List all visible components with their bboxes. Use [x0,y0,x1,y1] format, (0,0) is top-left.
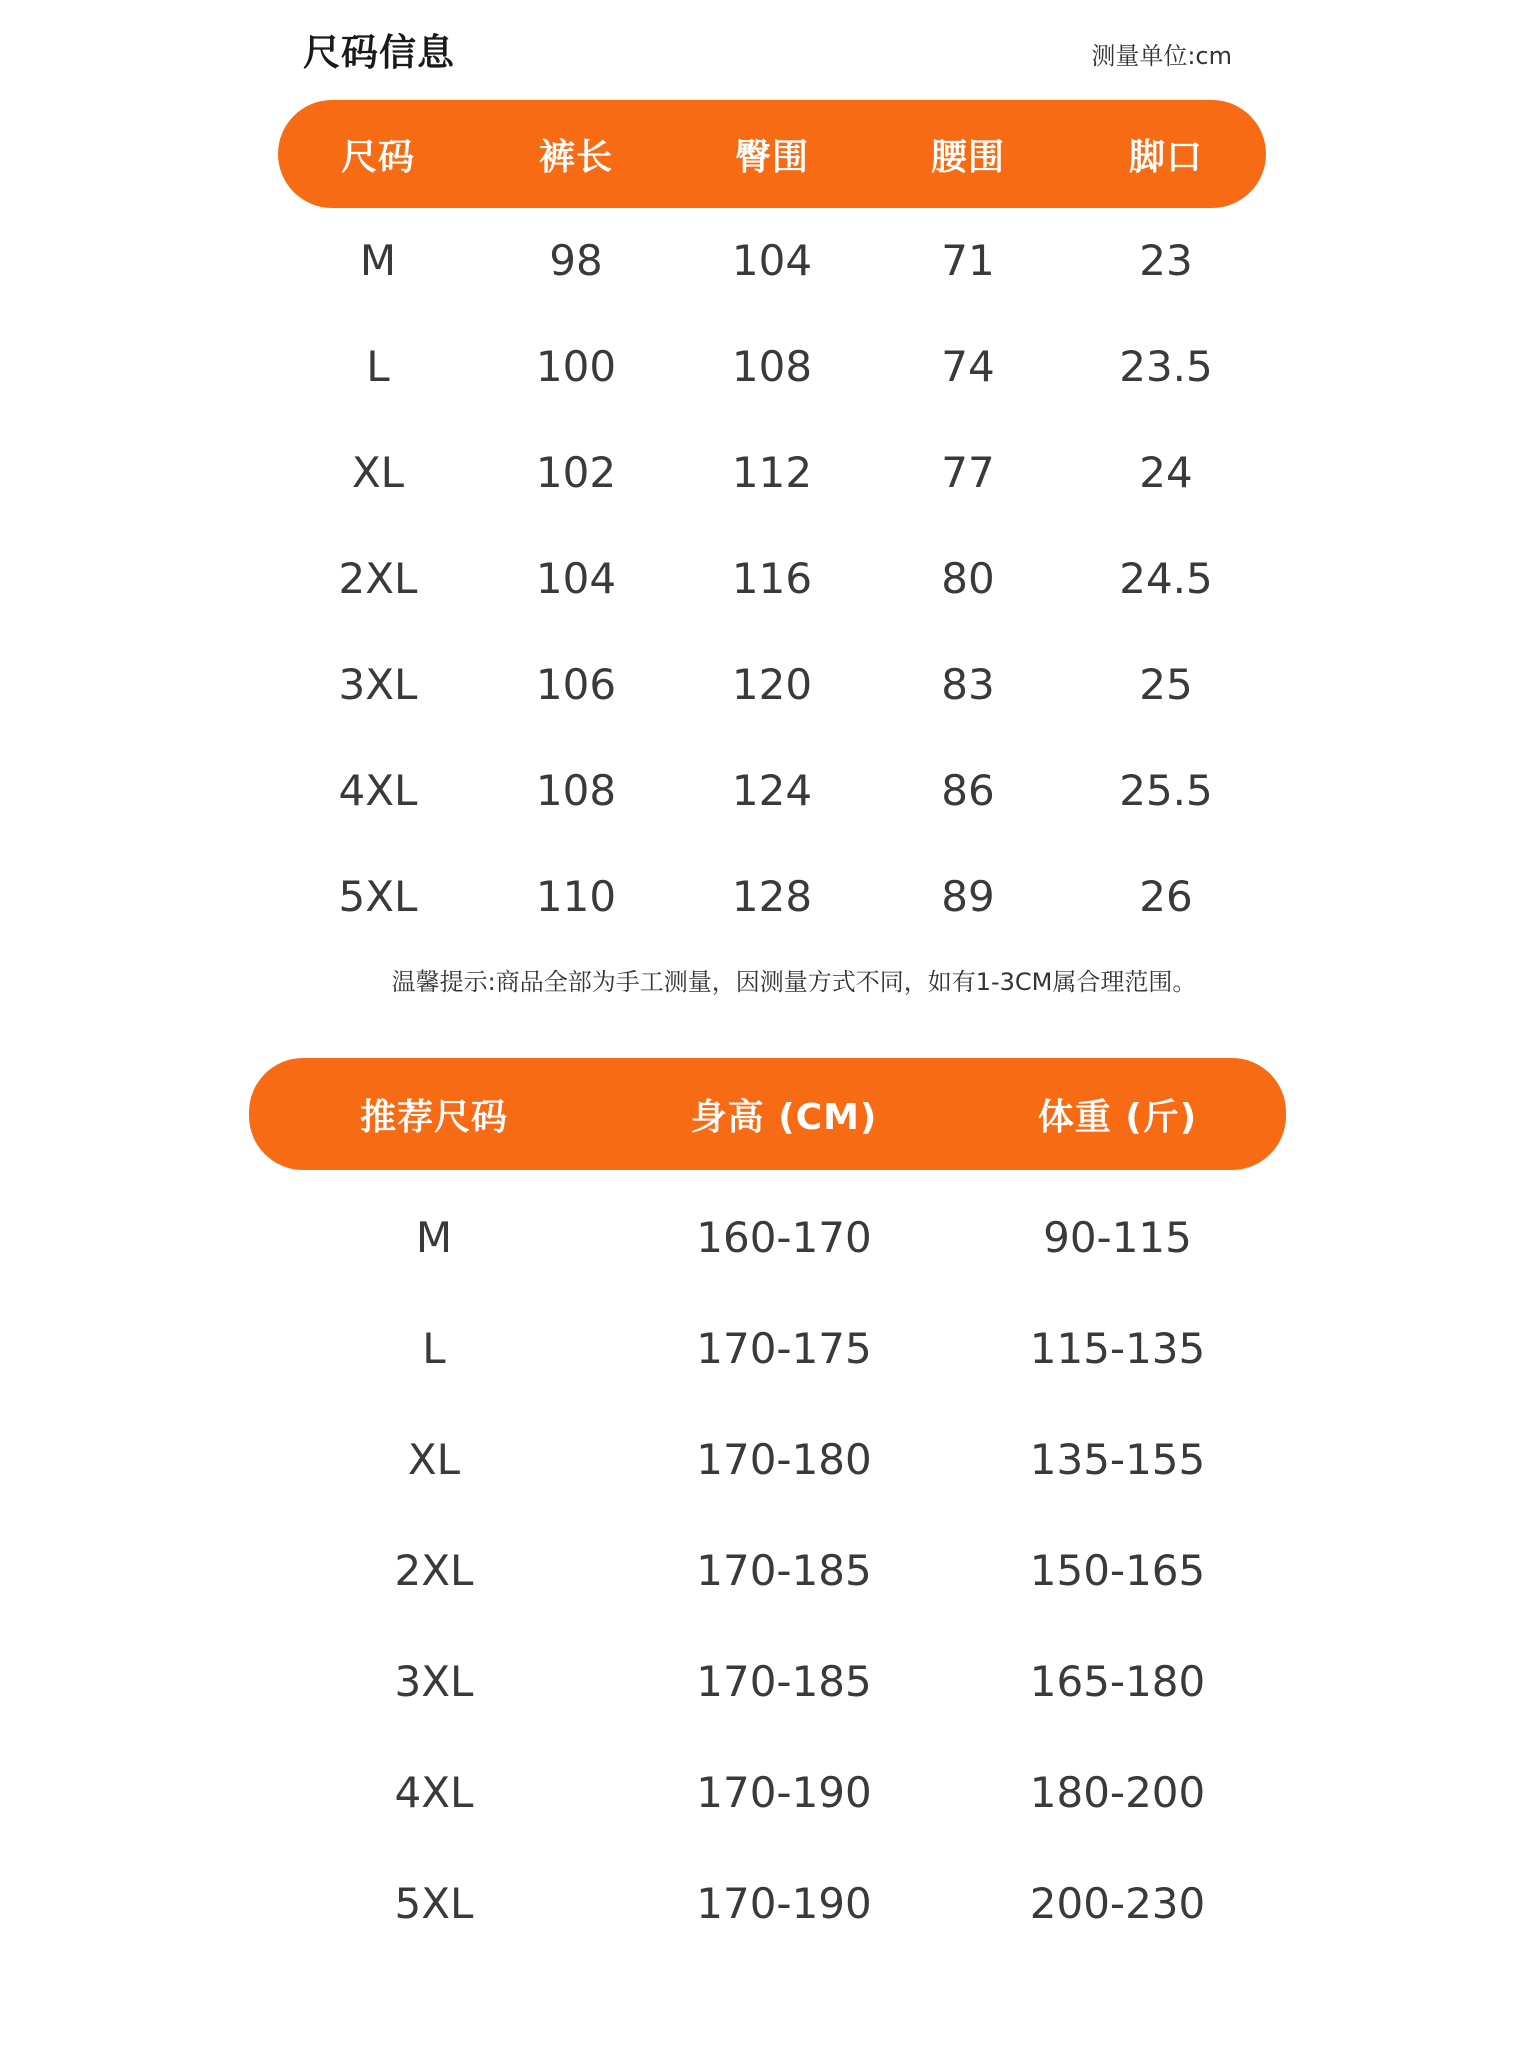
recommend-table-cell: 170-175 [696,1324,872,1373]
header-weight: 体重 (斤) [1037,1096,1198,1138]
recommend-table-cell: 150-165 [1029,1546,1206,1595]
table-row [249,1404,1286,1515]
table-row [278,737,1266,843]
size-table-cell: 110 [535,871,617,921]
size-table-cell: 104 [731,235,813,285]
size-table-cell: 23 [1139,235,1193,285]
header-hip: 臀围 [734,136,809,178]
header-leg-opening: 脚口 [1128,136,1203,178]
size-table-cell: 71 [941,235,995,285]
size-table-cell: 4XL [338,765,418,815]
size-table-cell: 108 [535,765,617,815]
size-table-cell: 83 [941,659,995,709]
size-table-cell: 2XL [338,553,418,603]
size-table-cell: 89 [941,871,995,921]
recommend-table-cell: 170-180 [696,1435,872,1484]
recommend-table-cell: 115-135 [1029,1324,1206,1373]
header-waist: 腰围 [930,136,1005,178]
size-table-cell: 24.5 [1119,553,1213,603]
recommend-table-cell: 170-190 [696,1879,872,1928]
size-table-cell: 5XL [338,871,418,921]
recommend-table-cell: 160-170 [696,1213,872,1262]
size-table-cell: 77 [941,447,995,497]
table-row [249,1626,1286,1737]
recommend-table-cell: 3XL [394,1657,474,1706]
size-table-cell: 74 [941,341,995,391]
size-table-cell: 120 [731,659,813,709]
page-title: 尺码信息 [303,31,455,74]
size-table-cell: 98 [549,235,603,285]
header-recommend-size: 推荐尺码 [359,1096,508,1138]
size-table-cell: 3XL [338,659,418,709]
table-row [249,1293,1286,1404]
recommend-table-cell: 5XL [394,1879,474,1928]
measurement-note: 温馨提示:商品全部为手工测量，因测量方式不同，如有1-3CM属合理范围。 [391,968,1197,996]
header-pants-length: 裤长 [538,136,613,178]
table-row [278,525,1266,631]
size-table-header [278,100,1266,208]
table-row [278,313,1266,419]
recommend-table [249,1182,1286,1959]
size-table-cell: 108 [731,341,813,391]
recommend-table-cell: 170-185 [696,1546,872,1595]
recommend-table-cell: 170-185 [696,1657,872,1706]
size-table-cell: 128 [731,871,813,921]
size-table-cell: 26 [1139,871,1193,921]
recommend-table-cell: 90-115 [1043,1213,1192,1262]
table-row [249,1737,1286,1848]
recommend-table-cell: 4XL [394,1768,474,1817]
size-table-cell: 25 [1139,659,1193,709]
size-table-cell: 106 [535,659,617,709]
size-table-cell: 80 [941,553,995,603]
size-table-cell: 102 [535,447,617,497]
measurement-unit: 测量单位:cm [1091,42,1232,70]
recommend-table-cell: L [422,1324,446,1373]
recommend-table-cell: 2XL [394,1546,474,1595]
recommend-table-cell: 170-190 [696,1768,872,1817]
size-table-cell: 112 [731,447,813,497]
size-table-cell: 86 [941,765,995,815]
recommend-table-cell: M [415,1213,453,1262]
recommend-table-cell: 180-200 [1029,1768,1206,1817]
table-row [278,419,1266,525]
size-table-cell: 24 [1139,447,1193,497]
recommend-table-cell: 200-230 [1029,1879,1206,1928]
table-row [249,1515,1286,1626]
table-row [249,1182,1286,1293]
table-row [278,207,1266,313]
size-table-cell: 124 [731,765,813,815]
size-table-cell: 25.5 [1119,765,1213,815]
header-size: 尺码 [340,136,415,178]
size-table-cell: 116 [731,553,813,603]
size-table-cell: M [359,235,397,285]
size-table-cell: L [366,341,390,391]
recommend-table-cell: 165-180 [1029,1657,1206,1706]
header-height: 身高 (CM) [690,1096,878,1138]
size-table [278,207,1266,949]
size-table-cell: XL [351,447,405,497]
recommend-table-header [249,1058,1286,1170]
recommend-table-cell: 135-155 [1029,1435,1206,1484]
size-table-cell: 23.5 [1119,341,1213,391]
table-row [249,1848,1286,1959]
table-row [278,631,1266,737]
table-row [278,843,1266,949]
size-table-cell: 100 [535,341,617,391]
size-table-cell: 104 [535,553,617,603]
recommend-table-cell: XL [407,1435,461,1484]
